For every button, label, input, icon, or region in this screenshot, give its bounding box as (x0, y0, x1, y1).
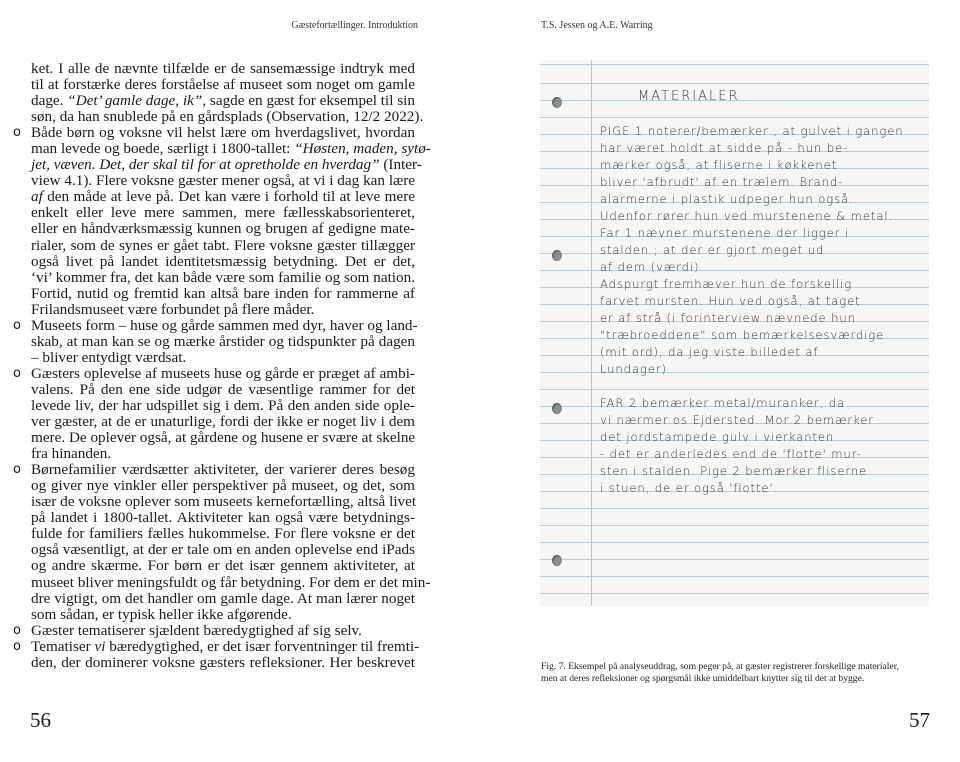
text-line: Museets form – huse og gårde sammen med dyr, haver og land- (31, 316, 418, 334)
punch-hole-icon (552, 250, 562, 261)
handwritten-line: alarmerne i plastik udpeger hun også. (600, 192, 854, 206)
handwritten-line: (mit ord), da jeg viste billedet af (600, 345, 819, 359)
bullet-icon: o (13, 365, 21, 381)
handwritten-line: PIGE 1 noterer/bemærker , at gulvet i gangen (600, 124, 904, 138)
text-line: også livet på landet identitetsmæssig betydning. Det er det, (31, 252, 415, 270)
figure-caption (541, 661, 941, 685)
bullet-item (13, 124, 431, 318)
handwritten-line: Udenfor rører hun ved murstenene & metal. (600, 209, 894, 223)
handwritten-line: FAR 2 bemærker metal/muranker, da (600, 396, 845, 410)
handwritten-line: mærker også, at fliserne i køkkenet (600, 158, 838, 172)
bullet-icon: o (13, 462, 21, 478)
handwritten-line: har været holdt at sidde på - hun be- (600, 141, 849, 155)
text-line: Tematiser vi bæredygtighed, er det især forventninger til fremti- (31, 637, 420, 655)
text-line: som sådan, er typisk heller ikke afgørende. (31, 605, 292, 623)
text-line: fra hinanden. (31, 445, 112, 463)
handwritten-line: bliver 'afbrudt' af en trælem. Brand- (600, 175, 844, 189)
text-line: ‘vi’ kommer fra, det kan både være som familie og som nation. (31, 268, 415, 286)
bullet-icon: o (13, 317, 21, 333)
text-line: Børnefamilier værdsætter aktiviteter, der varierer deres besøg (31, 461, 415, 479)
text-line: af den måde at leve på. Det kan være i forhold til at leve mere (31, 188, 415, 206)
text-line: ver gæster, at de er unaturlige, fordi der ikke er noget liv i dem (31, 413, 415, 431)
page-number-right: 57 (909, 708, 930, 732)
handwritten-line: det jordstampede gulv i vierkanten (600, 430, 835, 444)
text-line: og giver nye vinkler eller perspektiver på museet, og det, som (31, 477, 415, 495)
text-line: man levede og boede, særligt i 1800-tallet: “Høsten, maden, sytø- (31, 140, 431, 158)
bullet-item (13, 364, 416, 463)
text-line: rialer, som de synes er gået tabt. Flere voksne gæster tillægger (31, 236, 415, 254)
text-line: den, der dominerer voksne gæsters refleksioner. Her beskrevet (31, 653, 415, 671)
handwritten-line: stalden ; at der er gjort meget ud (600, 243, 825, 257)
text-line: dre vigtigt, om det handler om gamle dage. At man lærer noget (31, 589, 415, 607)
handwritten-line: i stuen, de er også 'flotte'. (600, 481, 779, 495)
handwritten-line: "træbroeddene" som bemærkelsesværdige (600, 328, 885, 342)
text-line: søn, da han snublede på en gårdsplads (Observation, 12/2 2022). (31, 108, 424, 126)
text-line: museet bliver meningsfuldt og får betydning. For dem er det min- (31, 573, 431, 591)
bullet-icon: o (13, 622, 21, 638)
bullet-item (13, 621, 415, 639)
body-text (13, 60, 431, 671)
punch-hole-icon (552, 555, 562, 566)
running-head-right: T.S. Jessen og A.E. Warring (541, 20, 653, 31)
handwritten-line: farvet mursten. Hun ved også, at taget (600, 294, 861, 308)
notebook-margin-line (591, 60, 592, 606)
handwritten-line: af dem (værdi) (600, 260, 700, 274)
text-line: på landet i 1800-tallet. Aktiviteter kan også være betydnings- (31, 509, 415, 527)
text-line: levede liv, der har udspillet sig i dem. På den anden side ople- (31, 396, 415, 414)
paragraph (31, 60, 424, 126)
handwritten-line: er af strå (i forinterview nævnede hun (600, 311, 856, 325)
text-line: Gæster tematiserer sjældent bæredygtighed af sig selv. (31, 621, 362, 639)
punch-hole-icon (552, 403, 562, 414)
handwritten-line: vi nærmer os Ejdersted. Mor 2 bemærker (600, 413, 874, 427)
handwritten-line: Adspurgt fremhæver hun de forskellig (600, 277, 853, 291)
handwritten-line: - det er anderledes end de 'flotte' mur- (600, 447, 862, 461)
handwritten-line: Lundager) (600, 362, 667, 376)
text-line: jet, væven. Det, der skal til for at opretholde en hverdag” (Inter- (31, 156, 422, 174)
text-line: mere. De oplever også, at gårdene og husene er svære at skelne (31, 429, 416, 447)
handwritten-line: Far 1 nævner murstenene der ligger i (600, 226, 850, 240)
bullet-icon: o (13, 638, 21, 654)
text-line: – bliver entydigt værdsat. (31, 348, 187, 366)
text-line: eller en håndværksmæssig kunnen og brugen af gedigne mate- (31, 220, 415, 238)
text-line: også væsentligt, at der er tale om en anden oplevelse end iPads (31, 541, 415, 559)
bullet-item (13, 637, 420, 671)
text-line: Gæsters oplevelse af museets huse og gårde er præget af ambi- (31, 364, 415, 382)
text-line: enkelt eller leve mere sammen, mere fællesskabsorienteret, (31, 204, 415, 222)
text-line: ket. I alle de nævnte tilfælde er de sansemæssige indtryk med (31, 60, 415, 77)
handwritten-line: sten i stalden. Pige 2 bemærker fliserne (600, 464, 868, 478)
bullet-item (13, 316, 418, 366)
text-line: Frilandsmuseet være forbundet på flere måder. (31, 300, 315, 318)
text-line: valens. På den ene side udgør de væsentlige rammer for det (31, 380, 415, 398)
running-head-left: Gæstefortællinger. Introduktion (291, 20, 418, 31)
text-line: skab, at man kan se og mærke årstider og tidspunkter på dagen (31, 332, 415, 350)
caption-line: men at deres refleksioner og spørgsmål ikke umiddelbart knytter sig til det at bygge. (541, 673, 865, 684)
caption-line: Fig. 7. Eksempel på analyseuddrag, som peger på, at gæster registrerer forskellige materialer, (541, 661, 899, 672)
text-line: især de voksne oplever som museets kernefortælling, altså livet (31, 493, 417, 511)
text-line: view 4.1). Flere voksne gæster mener også, at vi i dag kan lære (31, 172, 415, 190)
text-line: Fortid, nutid og fremtid kan altså bare inden for rammerne af (31, 284, 415, 302)
punch-hole-icon (552, 97, 562, 108)
text-line: og andre skærme. For børn er det især gennem aktiviteter, at (31, 557, 415, 575)
bullet-item (13, 461, 431, 623)
handwritten-notebook-page-figure (540, 60, 929, 606)
text-line: fulde for familiers fælles hukommelse. For flere voksne er det (31, 525, 415, 543)
text-line: dage. “Det’ gamle dage, ik”, sagde en gæst for eksempel til sin (31, 92, 415, 110)
bullet-icon: o (13, 125, 21, 141)
text-line: til at forstærke deres forståelse af museet som noget om gamle (31, 76, 415, 94)
note-title: MATERIALER (638, 89, 740, 104)
page-number-left: 56 (30, 708, 51, 732)
text-line: Både børn og voksne vil helst lære om hverdagslivet, hvordan (31, 124, 415, 142)
